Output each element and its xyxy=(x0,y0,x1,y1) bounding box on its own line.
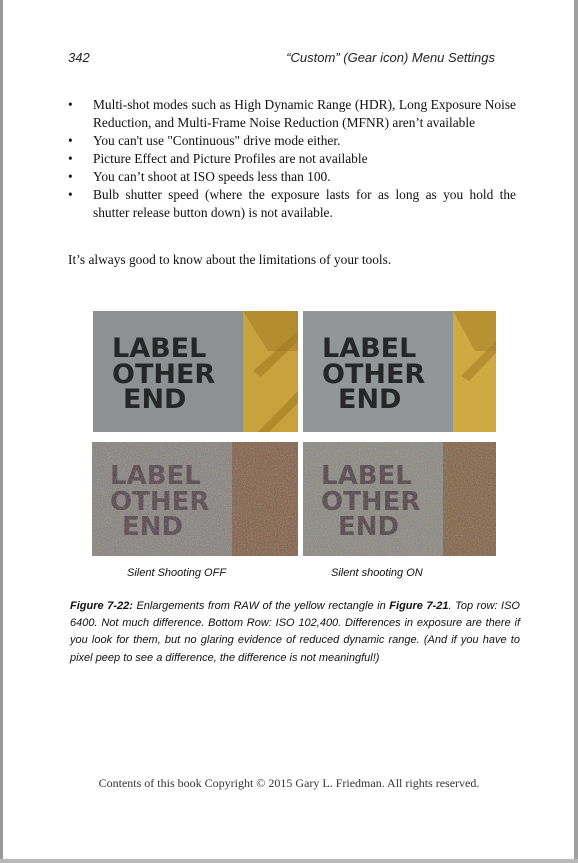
caption-text: Enlargements from RAW of the yellow rectangle in xyxy=(132,600,390,612)
list-item: • Bulb shutter speed (where the exposure lasts for as long as you hold the shutter release button down) is not available. xyxy=(68,186,516,222)
figure-caption xyxy=(70,598,520,667)
page-number: 342 xyxy=(68,50,90,65)
caption-figure-reference: Figure 7-21 xyxy=(389,600,449,612)
photo-text-line: END xyxy=(123,384,187,415)
photo-top-left xyxy=(93,311,298,432)
page-edge-left xyxy=(0,0,3,863)
limitations-list xyxy=(68,96,516,222)
photo-bottom-left xyxy=(92,442,298,556)
photo-top-right xyxy=(303,311,496,432)
caption-text: . Top row: ISO 6400. Not much difference. Bottom Row: ISO 102,400. Differences in exposure are there if you look for them, but no glaring evidence of reduced dynamic range. (And if you have to pixel peep to see a difference, the difference is not meaningful!) xyxy=(70,600,520,664)
photo-text-line: OTHER xyxy=(322,359,426,390)
body-paragraph: It’s always good to know about the limitations of your tools. xyxy=(68,252,392,267)
label-silent-on: Silent shooting ON xyxy=(331,567,423,579)
list-item: • You can't use "Continuous" drive mode either. xyxy=(68,132,516,150)
list-item: • You can’t shoot at ISO speeds less than 100. xyxy=(68,168,516,186)
photo-text-line: OTHER xyxy=(112,359,216,390)
photo-bottom-right xyxy=(303,442,496,556)
label-silent-off: Silent Shooting OFF xyxy=(127,567,227,579)
caption-figure-number: Figure 7-22: xyxy=(70,600,133,612)
page-edge-right xyxy=(574,0,578,863)
copyright-footer: Contents of this book Copyright © 2015 Gary L. Friedman. All rights reserved. xyxy=(98,776,480,790)
list-item: • Multi-shot modes such as High Dynamic Range (HDR), Long Exposure Noise Reduction, and Multi-Frame Noise Reduction (MFNR) aren’t available xyxy=(68,96,516,132)
section-title: “Custom” (Gear icon) Menu Settings xyxy=(286,50,495,65)
photo-text-line: LABEL xyxy=(112,333,207,364)
photo-text-line: END xyxy=(338,384,402,415)
list-item: • Picture Effect and Picture Profiles are not available xyxy=(68,150,516,168)
page-edge-bottom xyxy=(0,859,578,863)
photo-text-line: LABEL xyxy=(322,333,417,364)
